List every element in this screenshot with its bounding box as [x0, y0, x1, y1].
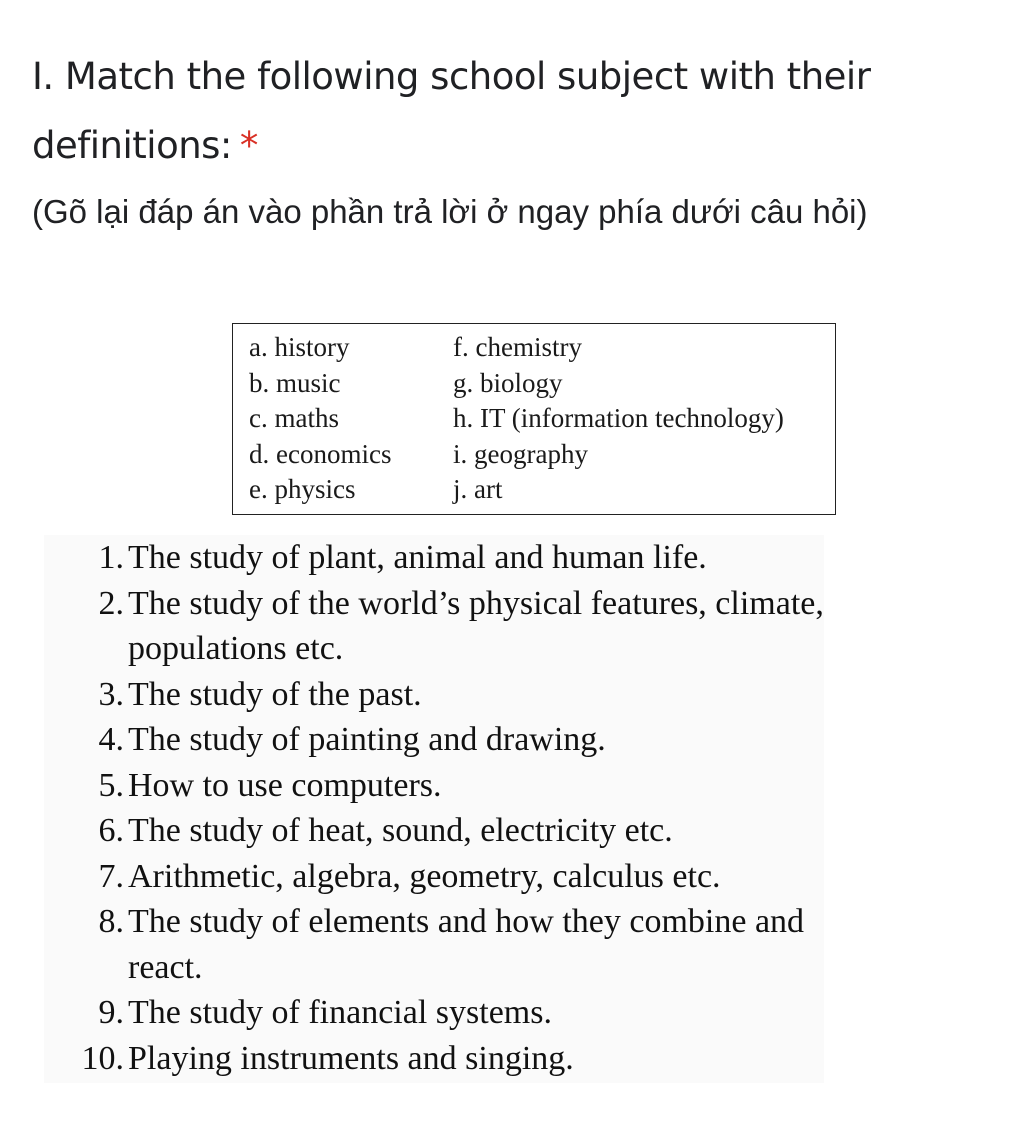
definition-number: 1.	[98, 539, 124, 576]
subject-column-right	[453, 330, 784, 508]
subject-item: e. physics	[249, 474, 356, 504]
definition-text: The study of heat, sound, electricity etc.	[128, 812, 673, 849]
definitions-list	[44, 535, 824, 1083]
definition-item	[44, 763, 824, 809]
definition-item	[44, 581, 824, 672]
definition-number: 8.	[98, 903, 124, 940]
subject-item: h. IT (information technology)	[453, 403, 784, 433]
definition-number: 6.	[98, 812, 124, 849]
definition-number: 4.	[98, 721, 124, 758]
definition-number: 5.	[98, 766, 124, 804]
required-asterisk: *	[239, 124, 258, 167]
definition-text: How to use computers.	[128, 766, 442, 804]
definition-number: 7.	[98, 857, 124, 895]
definition-item	[44, 808, 824, 854]
definition-item	[44, 672, 824, 718]
subject-item: d. economics	[249, 438, 392, 469]
question-hint: (Gõ lại đáp án vào phần trả lời ở ngay phía dưới câu hỏi)	[32, 193, 868, 230]
definition-item	[44, 990, 824, 1036]
subject-item: g. biology	[453, 367, 563, 398]
subject-item: f. chemistry	[453, 332, 582, 362]
subject-item: b. music	[249, 367, 341, 398]
definition-number: 3.	[98, 675, 124, 713]
definition-text: The study of plant, animal and human life.	[128, 539, 707, 576]
subject-item: a. history	[249, 332, 350, 362]
definition-text: The study of elements and how they combine and react.	[128, 903, 805, 986]
definition-text: The study of painting and drawing.	[128, 721, 606, 758]
definition-item	[44, 1036, 824, 1082]
subject-item: c. maths	[249, 403, 339, 433]
definition-item	[44, 854, 824, 900]
question-title-text: I. Match the following school subject with their definitions:	[32, 55, 871, 167]
definition-number: 10.	[81, 1039, 124, 1077]
subject-item: j. art	[453, 474, 503, 504]
definition-text: The study of the world’s physical features, climate, populations etc.	[128, 584, 824, 667]
definition-number: 2.	[98, 584, 124, 622]
definition-text: The study of financial systems.	[128, 994, 552, 1031]
definition-item	[44, 535, 824, 581]
definition-text: The study of the past.	[128, 675, 422, 713]
definition-number: 9.	[98, 994, 124, 1031]
subject-list-box	[232, 323, 836, 515]
definition-text: Playing instruments and singing.	[128, 1039, 574, 1077]
definition-text: Arithmetic, algebra, geometry, calculus etc.	[128, 857, 721, 895]
subject-column-left	[249, 330, 391, 508]
subject-item: i. geography	[453, 438, 588, 469]
question-title	[32, 42, 992, 180]
definition-item	[44, 717, 824, 763]
definition-item	[44, 899, 824, 990]
